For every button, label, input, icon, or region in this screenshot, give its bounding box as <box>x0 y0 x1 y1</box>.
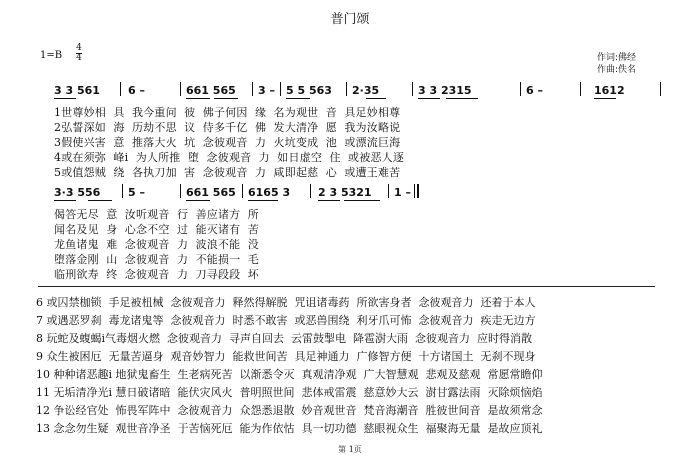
beam-underline <box>366 98 386 99</box>
verse-line: 12 争讼经官处 怖畏军阵中 念彼观音力 众怨悉退散 妙音观世音 梵音海潮音 胜彼世间音 是故须常念 <box>36 404 543 417</box>
song-title: 普门颂 <box>330 12 370 27</box>
final-barline <box>414 184 415 198</box>
barline <box>346 82 347 96</box>
beam-underline <box>344 200 380 201</box>
verse-line: 8 玩蛇及蝮蝎i气毒烟火燃 念彼观音力 寻声自回去 云雷鼓掣电 降雹澍大雨 念彼观音力 应时得消散 <box>36 332 532 345</box>
measure-3: 661 565 <box>186 84 236 97</box>
lyric-line: 堕落金刚 山 念彼观音 力 不能损一 毛 <box>54 253 259 266</box>
beam-underline <box>446 98 478 99</box>
time-signature-bottom: 4 <box>76 53 82 63</box>
composer-credit: 作曲:佚名 <box>597 65 637 75</box>
verse-line: 7 或遇恶罗刹 毒龙诸鬼等 念彼观音力 时悉不敢害 或恶兽围绕 利牙爪可怖 念彼观音力 疾走无边方 <box>36 314 536 327</box>
beam-underline <box>186 98 210 99</box>
lyric-line: 4或在须弥 峰i 为人所推 堕 念彼观音 力 如日虚空 住 或被恶人逐 <box>54 151 405 164</box>
lyric-line: 偈答无尽 意 汝听观音 行 善应诸方 所 <box>54 208 259 221</box>
time-signature <box>76 44 82 63</box>
barline <box>580 82 581 96</box>
barline <box>252 82 253 96</box>
barline <box>180 184 181 198</box>
measure-7: 3 3 2315 <box>418 84 472 97</box>
measure-1: 3 3 561 <box>54 84 100 97</box>
beam-underline <box>88 200 112 201</box>
measure-10: 3·3 556 <box>54 186 101 199</box>
beam-underline <box>248 200 278 201</box>
lyric-line: 临刑欲寿 终 念彼观音 力 刀寻段段 坏 <box>54 268 259 281</box>
barline <box>660 82 661 96</box>
lyric-line: 龙鱼诸鬼 难 念彼观音 力 波浪不能 没 <box>54 238 259 251</box>
beam-underline <box>54 98 76 99</box>
barline <box>122 184 123 198</box>
lyricist-credit: 作词:佛经 <box>597 53 637 63</box>
beam-underline <box>594 98 616 99</box>
barline <box>412 82 413 96</box>
barline <box>180 82 181 96</box>
lyric-line: 3假使兴害 意 推落大火 坑 念彼观音 力 火坑变成 池 或漂流巨海 <box>54 136 401 149</box>
time-signature-top: 4 <box>76 43 82 53</box>
beam-underline <box>286 98 310 99</box>
section-divider <box>38 286 655 287</box>
barline <box>280 82 281 96</box>
key-signature: 1=B <box>40 50 63 61</box>
page-number: 第 1页 <box>338 445 362 454</box>
measure-13: 6165 3 <box>248 186 291 199</box>
measure-14: 2 3 5321 <box>318 186 372 199</box>
measure-15: 1 – <box>394 186 411 199</box>
barline <box>520 82 521 96</box>
measure-8: 6 – <box>526 84 543 97</box>
measure-11: 5 – <box>128 186 145 199</box>
measure-2: 6 – <box>128 84 145 97</box>
verse-line: 9 众生被困厄 无量苦逼身 观音妙智力 能救世间苦 具足神通力 广修智方便 十方诸国土 无刹不现身 <box>36 350 536 363</box>
lyric-line: 闻名及见 身 心念不空 过 能灭诸有 苦 <box>54 223 259 236</box>
measure-6: 2·35 <box>352 84 380 97</box>
lyric-line: 2弘誓深如 海 历劫不思 议 侍多千亿 佛 发大清净 愿 我为汝略说 <box>54 121 401 134</box>
beam-underline <box>186 200 210 201</box>
lyric-line: 1世尊妙相 具 我今重问 彼 佛子何因 缘 名为观世 音 具足妙相尊 <box>54 106 401 119</box>
verse-line: 13 念念勿生疑 观世音净圣 于苦恼死厄 能为作依怙 具一切功德 慈眼视众生 福聚海无量 是故应顶礼 <box>36 422 543 435</box>
measure-12: 661 565 <box>186 186 236 199</box>
verse-line: 11 无垢清净光i 慧日破诸暗 能伏灾风火 普明照世间 悲体戒雷震 慈意妙大云 澍甘露法雨 灭除烦恼焰 <box>36 386 543 399</box>
verse-line: 6 或囚禁枷锁 手足被杻械 念彼观音力 释然得解脱 咒诅诸毒药 所欲害身者 念彼观音力 还着于本人 <box>36 296 536 309</box>
beam-underline <box>418 98 440 99</box>
barline <box>120 82 121 96</box>
measure-4: 3 – <box>258 84 275 97</box>
measure-9: 1612 <box>594 84 625 97</box>
verse-line: 10 种种诸恶趣i 地狱鬼畜生 生老病死苦 以渐悉令灭 真观清净观 广大智慧观 悲观及慈观 常愿常瞻仰 <box>36 368 543 381</box>
beam-underline <box>214 98 238 99</box>
beam-underline <box>54 200 76 201</box>
barline <box>388 184 389 198</box>
lyric-line: 5或值怨贼 绕 各执刀加 害 念彼观音 力 咸即起慈 心 或遭王难苦 <box>54 166 401 179</box>
beam-underline <box>318 200 340 201</box>
final-barline-thick <box>417 184 419 198</box>
barline <box>310 184 311 198</box>
barline <box>242 184 243 198</box>
measure-5: 5 5 563 <box>286 84 332 97</box>
